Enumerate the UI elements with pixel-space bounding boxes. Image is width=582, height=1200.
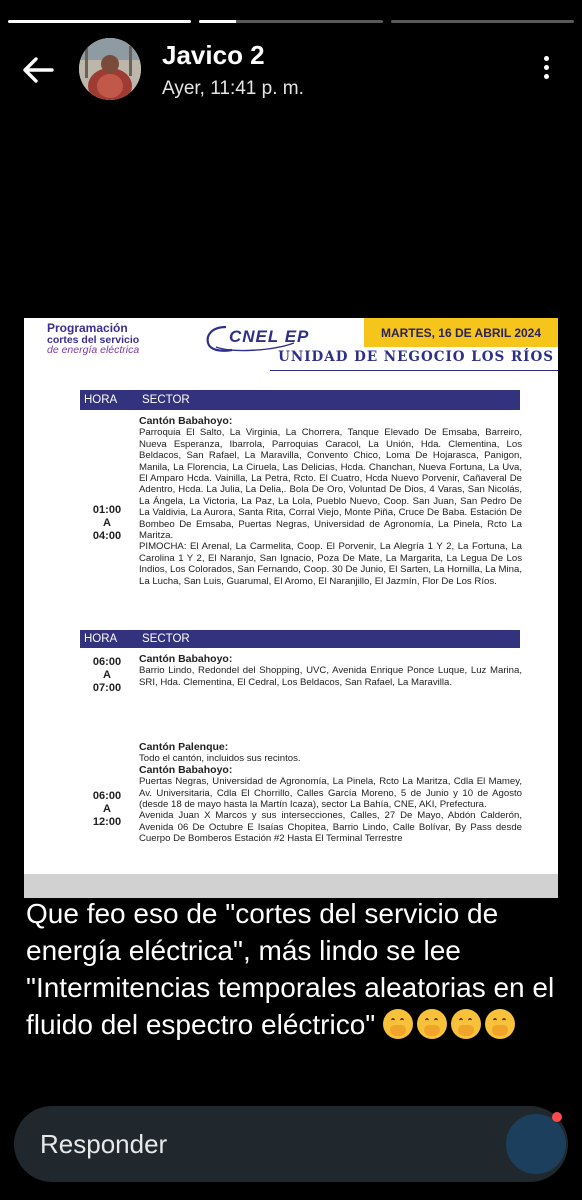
back-button[interactable] [18, 50, 58, 90]
avatar-photo [79, 38, 141, 100]
header-sector: SECTOR [142, 633, 190, 645]
header-sector: SECTOR [142, 394, 190, 406]
canton-label: Cantón Babahoyo: [139, 415, 233, 427]
doc-unit-title: UNIDAD DE NEGOCIO LOS RÍOS [270, 349, 558, 371]
avatar[interactable] [79, 38, 141, 100]
doc-date: MARTES, 16 DE ABRIL 2024 [364, 318, 558, 347]
canton-label: Cantón Palenque: [139, 741, 229, 753]
contact-name: Javico 2 [162, 40, 265, 70]
caption-text: Que feo eso de "cortes del servicio de energía eléctrica", más lindo se lee "Intermitencias temporales aleatorias en el fluido del espectro eléctrico" [26, 898, 555, 1040]
time-range-1: 01:00 A 04:00 [92, 504, 122, 542]
reply-placeholder: Responder [40, 1129, 168, 1159]
sector-text: Barrio Lindo, Redondel del Shopping, UVC, Avenida Enrique Ponce Luque, Luz Marina, SRI, Hda. Clementina, El Cedral, Los Beldacos, San Rafael, La Maravilla. [139, 665, 522, 688]
sector-text: Avenida Juan X Marcos y sus intersecciones, Calles, 27 De Mayo, Abdón Calderón, Avenida 06 De Octubre E Isaías Chopitea, Barrio Lindo, Calle Bolívar, By Pass desde Cuerpo De Bomberos Estación #2 Hasta El Terminal Terrestre [139, 810, 522, 845]
more-options-button[interactable] [536, 52, 556, 86]
cnel-logo-text: CNEL EP [229, 327, 310, 346]
reply-action-button[interactable] [506, 1114, 566, 1174]
sector-block-2 [139, 654, 522, 688]
doc-program-subtitle-2: de energía eléctrica [47, 344, 140, 356]
canton-label: Cantón Babahoyo: [139, 763, 233, 776]
time-range-2: 06:00 A 07:00 [92, 656, 122, 694]
status-caption [26, 895, 562, 1043]
progress-segment-3 [391, 20, 574, 23]
table-header [80, 630, 520, 648]
progress-segment-2 [199, 20, 382, 23]
sector-text: Parroquia El Salto, La Virginia, La Chorrera, Tanque Elevado De Emsaba, Barreiro, Nueva Esperanza, Ibarrola, Parroquias Caracol, La Unión, Hda. Clementina, Los Beldacos, San Rafael, La Maravilla, Convento Chico, Loma De Hojarasca, Panigon, Manila, La Florencia, La Ciruela, Las Delicias, Hcda. Chanchan, Nueva Fortuna, La Uva, El Amparo Hcda. Vainilla, La Petra, Rcto. El Cuatro, Hcda Nuevo Porvenir, Cañaveral De Adentro, Hcda. La Julia, La Delia,. Bola De Oro, Voluntad De Dios, 4 Varas, San Nicolás, La Ángela, La Victoria, La Paz, La Lola, Pueblo Nuevo, Coop. San Juan, San Pedro De La Valdivia, La Aurora, Santa Rita, Corral Viejo, Monte Piña, Cruce De Baba. Estación De Bombeo De Emsaba, Puertas Negras, Universidad de Agronomía, La Pinela, Rcto La Maritza. [139, 427, 522, 542]
sector-text: Puertas Negras, Universidad de Agronomía, La Pinela, Rcto La Maritza, Cdla El Mamey, Av. Universitaria, Cdla El Chorrillo, Calles García Moreno, 5 de Junio y 10 de Agosto (desde 18 de mayo hasta la Martín Icaza), sector La Bahía, CNE, AKI, Prefectura. [139, 776, 522, 811]
reply-input[interactable] [14, 1106, 568, 1182]
table-header [80, 390, 520, 410]
doc-program-title: Programación [47, 321, 128, 335]
header-hour: HORA [84, 633, 118, 645]
sector-text: Todo el cantón, incluidos sus recintos. [139, 753, 301, 765]
notification-dot [552, 1112, 562, 1122]
sector-text: PIMOCHA: El Arenal, La Carmelita, Coop. El Porvenir, La Alegría 1 Y 2, La Fortuna, La Carolina 1 Y 2, El Naranjo, San Ignacio, Poza De Mate, La Margarita, La Legua De Los Indios, Los Colorados, San Fernando, Coop. 30 De Junio, El Sarten, La Hornilla, La Mina, La Lucha, San Luis, Guarumal, El Aromo, El Naranjillo, El Jazmín, Flor De Los Ríos. [139, 541, 522, 587]
sector-block-1 [139, 416, 522, 587]
face-with-hand-over-mouth-icon [383, 1009, 413, 1039]
status-image [24, 318, 558, 898]
more-vertical-icon [536, 56, 556, 79]
canton-label: Cantón Babahoyo: [139, 653, 233, 665]
status-timestamp: Ayer, 11:41 p. m. [162, 78, 304, 99]
face-with-hand-over-mouth-icon [417, 1009, 447, 1039]
face-with-hand-over-mouth-icon [451, 1009, 481, 1039]
progress-segment-1 [8, 20, 191, 23]
face-with-hand-over-mouth-icon [485, 1009, 515, 1039]
doc-program-subtitle: cortes del servicio [47, 334, 140, 346]
arrow-left-icon [18, 50, 58, 90]
time-range-3: 06:00 A 12:00 [92, 790, 122, 828]
status-progress [8, 20, 574, 24]
status-header [0, 36, 582, 106]
sector-block-3 [139, 742, 522, 845]
header-hour: HORA [84, 394, 118, 406]
doc-header [24, 318, 558, 374]
